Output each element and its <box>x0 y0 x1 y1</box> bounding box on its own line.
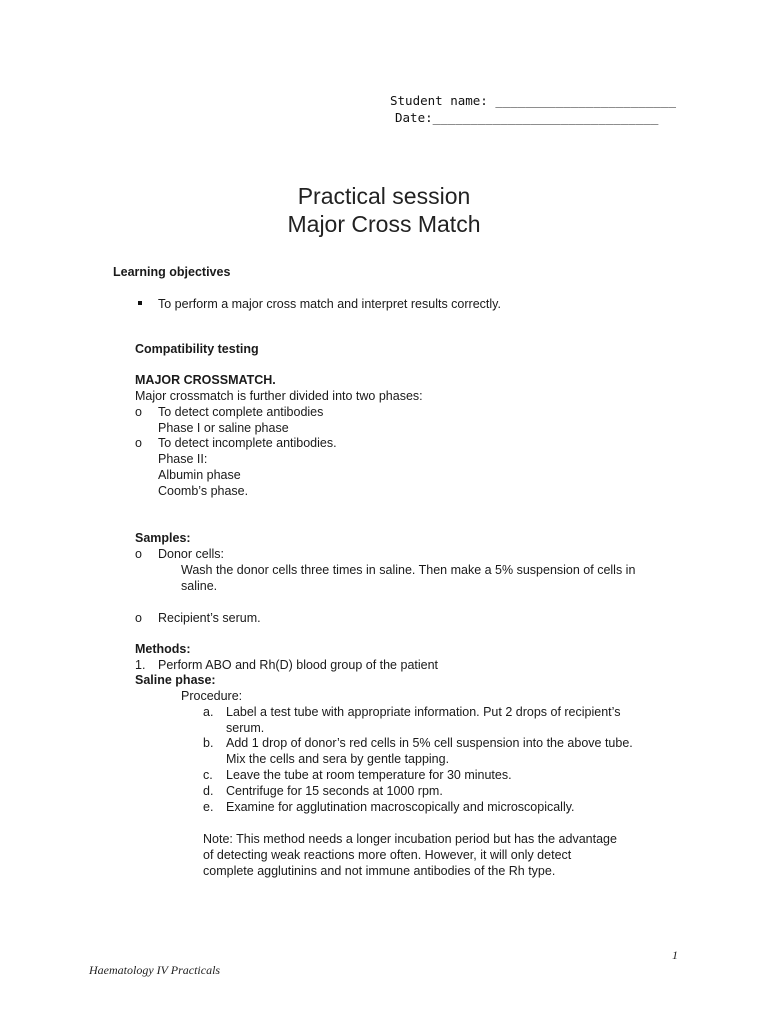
phase1-sub: Phase I or saline phase <box>158 421 289 435</box>
step-number: 1. <box>135 658 146 672</box>
major-crossmatch-heading: MAJOR CROSSMATCH. <box>135 373 276 387</box>
date-field: Date:______________________________ <box>395 110 659 125</box>
circle-bullet-icon: o <box>135 547 142 561</box>
procedure-step-a-cont: serum. <box>226 721 265 735</box>
objective-item: To perform a major cross match and interpret results correctly. <box>158 297 501 311</box>
method-step-1: Perform ABO and Rh(D) blood group of the patient <box>158 658 439 672</box>
procedure-step-e: Examine for agglutination macroscopically and microscopically. <box>226 800 575 814</box>
step-label: a. <box>203 705 214 719</box>
note-line: Note: This method needs a longer incubation period but has the advantage <box>203 832 617 846</box>
donor-cells-item: Donor cells: <box>158 547 224 561</box>
procedure-step-b-cont: Mix the cells and sera by gentle tapping. <box>226 752 450 766</box>
step-label: d. <box>203 784 214 798</box>
procedure-step-b: Add 1 drop of donor’s red cells in 5% cell suspension into the above tube. <box>226 736 633 750</box>
step-label: c. <box>203 768 213 782</box>
student-name-field: Student name: ________________________ <box>390 93 676 108</box>
samples-heading: Samples: <box>135 531 191 545</box>
phase2-item: To detect incomplete antibodies. <box>158 436 337 450</box>
circle-bullet-icon: o <box>135 405 142 419</box>
step-label: e. <box>203 800 214 814</box>
procedure-step-d: Centrifuge for 15 seconds at 1000 rpm. <box>226 784 443 798</box>
procedure-label: Procedure: <box>181 689 243 703</box>
coombs-phase: Coomb’s phase. <box>158 484 249 498</box>
phase2-sub: Phase II: <box>158 452 208 466</box>
note-line: of detecting weak reactions more often. However, it will only detect <box>203 848 572 862</box>
note-line: complete agglutinins and not immune antibodies of the Rh type. <box>203 864 556 878</box>
square-bullet-icon <box>138 301 142 305</box>
saline-phase-heading: Saline phase: <box>135 673 216 687</box>
procedure-step-c: Leave the tube at room temperature for 30 minutes. <box>226 768 512 782</box>
phase1-item: To detect complete antibodies <box>158 405 324 419</box>
crossmatch-intro: Major crossmatch is further divided into two phases: <box>135 389 423 403</box>
page-number: 1 <box>672 948 678 962</box>
compatibility-heading: Compatibility testing <box>135 342 259 356</box>
methods-heading: Methods: <box>135 642 191 656</box>
circle-bullet-icon: o <box>135 436 142 450</box>
page-subtitle: Major Cross Match <box>287 211 481 237</box>
page-title: Practical session <box>297 183 471 209</box>
donor-detail-line: Wash the donor cells three times in saline. Then make a 5% suspension of cells in <box>181 563 636 577</box>
step-label: b. <box>203 736 214 750</box>
albumin-phase: Albumin phase <box>158 468 241 482</box>
recipient-serum-item: Recipient’s serum. <box>158 611 261 625</box>
procedure-step-a: Label a test tube with appropriate information. Put 2 drops of recipient’s <box>226 705 621 719</box>
circle-bullet-icon: o <box>135 611 142 625</box>
running-footer-title: Haematology IV Practicals <box>89 963 221 977</box>
learning-objectives-heading: Learning objectives <box>113 265 231 279</box>
donor-detail-line: saline. <box>181 579 218 593</box>
